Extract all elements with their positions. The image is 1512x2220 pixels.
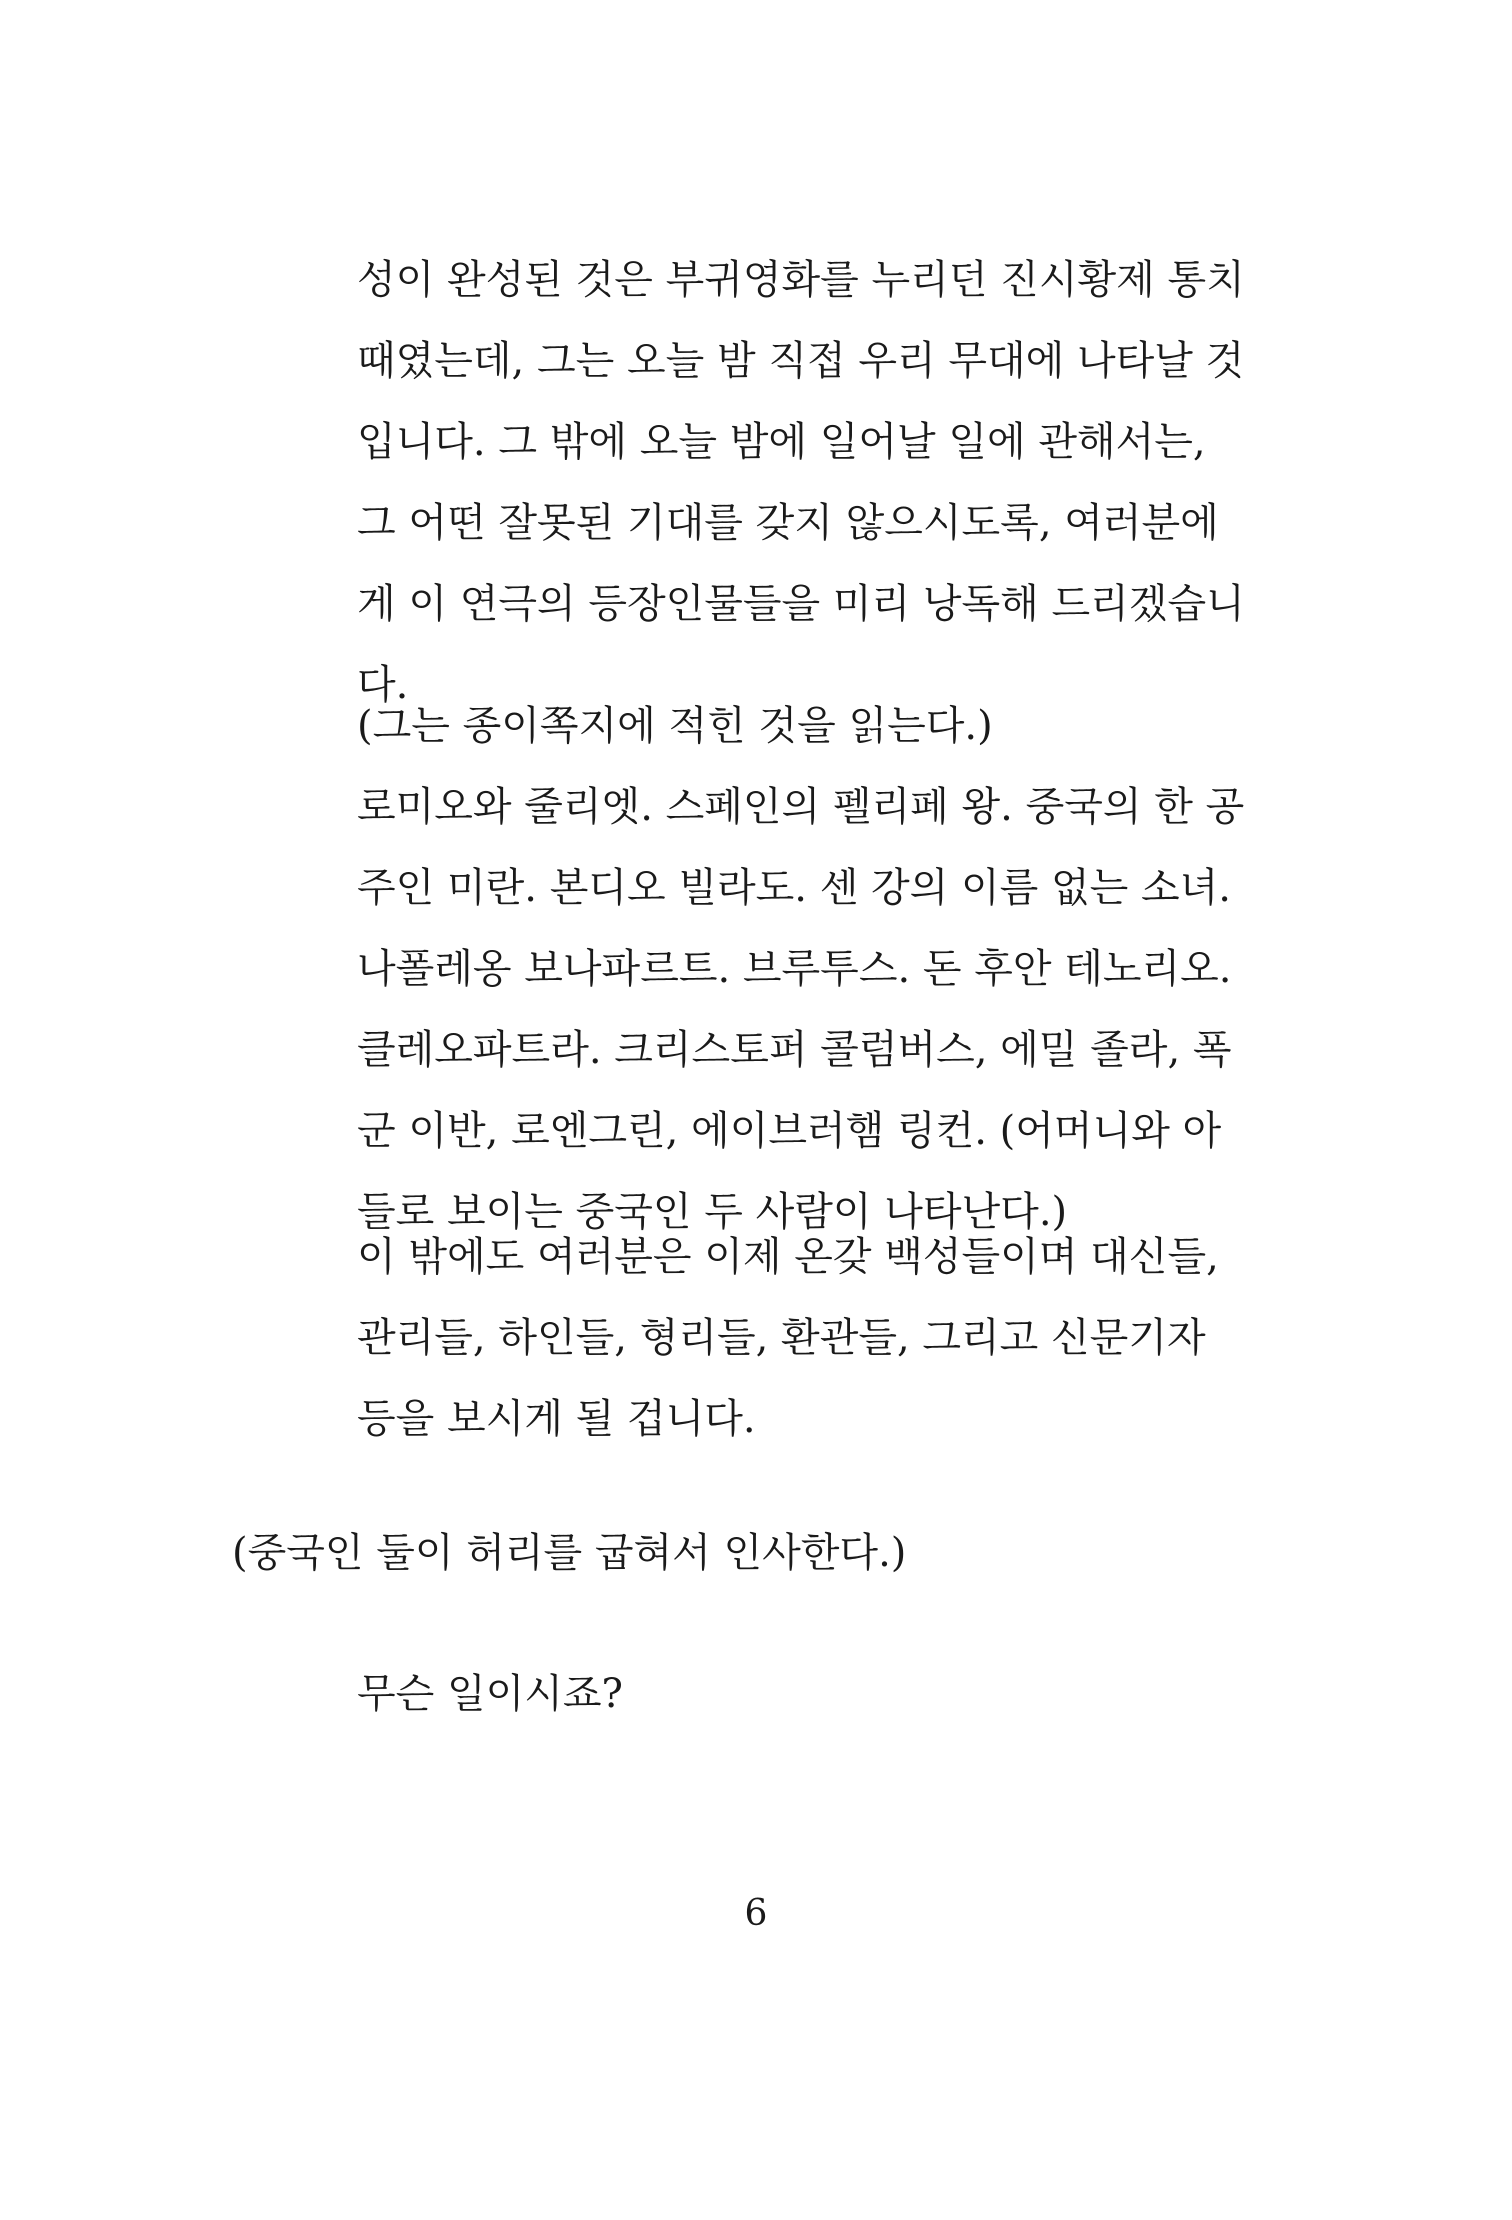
- speech-line: 그 어떤 잘못된 기대를 갖지 않으시도록, 여러분에: [357, 500, 1219, 546]
- speech-line: 로미오와 줄리엣. 스페인의 펠리페 왕. 중국의 한 공: [357, 784, 1245, 830]
- speech-line: 게 이 연극의 등장인물들을 미리 낭독해 드리겠습니: [357, 581, 1245, 627]
- speech-line: (그는 종이쪽지에 적힌 것을 읽는다.): [357, 703, 993, 749]
- speech-line: 다.: [357, 662, 409, 708]
- stage-direction: (중국인 둘이 허리를 굽혀서 인사한다.): [232, 1530, 907, 1576]
- speech-line: 때였는데, 그는 오늘 밤 직접 우리 무대에 나타날 것: [357, 338, 1245, 384]
- speech-line: 클레오파트라. 크리스토퍼 콜럼버스, 에밀 졸라, 폭: [357, 1027, 1232, 1073]
- speech-line: 등을 보시게 될 겁니다.: [357, 1396, 756, 1442]
- speech-line: 군 이반, 로엔그린, 에이브러햄 링컨. (어머니와 아: [357, 1108, 1222, 1154]
- page-number: 6: [744, 1893, 768, 1934]
- speech-line: 관리들, 하인들, 형리들, 환관들, 그리고 신문기자: [357, 1315, 1206, 1361]
- speech-line: 입니다. 그 밖에 오늘 밤에 일어날 일에 관해서는,: [357, 419, 1206, 465]
- speech-line: 들로 보이는 중국인 두 사람이 나타난다.): [357, 1189, 1068, 1235]
- question-line: 무슨 일이시죠?: [357, 1671, 623, 1717]
- speech-line: 나폴레옹 보나파르트. 브루투스. 돈 후안 테노리오.: [357, 946, 1232, 992]
- speech-line: 이 밖에도 여러분은 이제 온갖 백성들이며 대신들,: [357, 1234, 1219, 1280]
- speech-line: 주인 미란. 본디오 빌라도. 센 강의 이름 없는 소녀.: [357, 865, 1232, 911]
- speech-line: 성이 완성된 것은 부귀영화를 누리던 진시황제 통치: [357, 257, 1245, 303]
